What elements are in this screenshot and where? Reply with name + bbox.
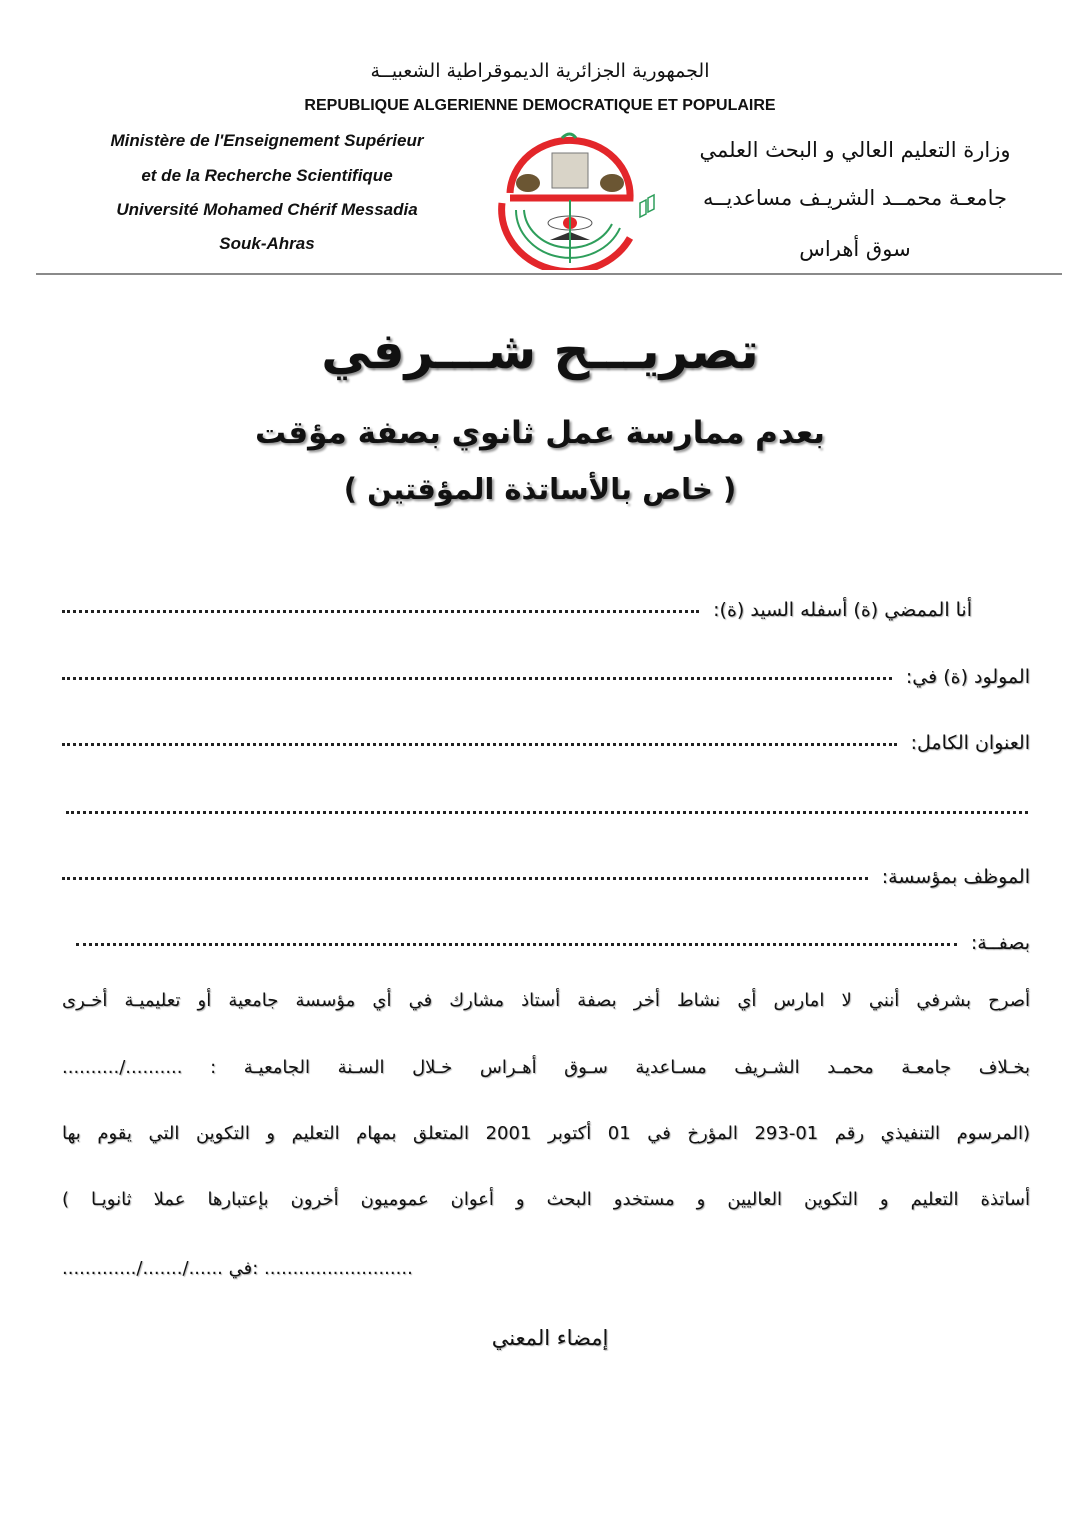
signature-label: إمضاء المعني [491, 1326, 609, 1350]
fr-university: Université Mohamed Chérif Messadia [116, 200, 418, 219]
field-name-label: أنا الممضي (ة) أسفله السيد (ة): [713, 599, 972, 621]
field-address-input[interactable] [62, 743, 897, 746]
field-birth-label: المولود (ة) في: [905, 666, 1030, 688]
field-address[interactable] [62, 718, 1030, 754]
header-fr-republic: REPUBLIQUE ALGERIENNE DEMOCRATIQUE ET POPULAIRE [304, 97, 776, 114]
document-title: تصريـــح شـــرفي [321, 322, 759, 380]
field-role[interactable] [76, 918, 1030, 954]
field-employer-input[interactable] [62, 877, 868, 880]
university-logo-graphic [480, 128, 660, 270]
fr-ministry-line2: et de la Recherche Scientifique [141, 166, 393, 185]
field-birth-input[interactable] [62, 677, 892, 680]
ar-ministry: وزارة التعليم العالي و البحث العلمي [699, 138, 1011, 162]
declaration-line-4: أساتذة التعليم و التكوين العاليين و مستخدو البحث و أعوان عموميون أخرون بإعتبارها عملا ثانويـا ) [62, 1189, 1030, 1210]
field-address-input-line2[interactable] [66, 811, 1028, 814]
ar-university: جامعـة محمــد الشريـف مساعديــه [702, 186, 1008, 210]
field-name[interactable] [62, 585, 972, 621]
university-logo [480, 128, 660, 270]
document-subtitle-note: ( خاص بالأساتذة المؤقتين ) [343, 472, 737, 506]
field-employer-label: الموظف بمؤسسة: [881, 866, 1030, 888]
fr-city: Souk-Ahras [219, 234, 315, 253]
declaration-line-3: (المرسوم التنفيذي رقم 01-293 المؤرخ في 01 أكتوبر 2001 المتعلق بمهام التعليم و التكوين التي يقوم بها [62, 1123, 1030, 1144]
place-date-field[interactable]: ............./......./...... في: .......................... [62, 1258, 413, 1279]
field-address-label: العنوان الكامل: [910, 732, 1030, 754]
document-subtitle: بعدم ممارسة عمل ثانوي بصفة مؤقت [255, 415, 825, 451]
fr-ministry-line1: Ministère de l'Enseignement Supérieur [110, 131, 424, 150]
ar-city: سوق أهراس [799, 237, 911, 261]
declaration-line-1: أصرح بشرفي أنني لا امارس أي نشاط أخر بصفة أستاذ مشارك في أي مؤسسة جامعية أو تعليميـة أخـرى [62, 990, 1030, 1011]
declaration-line-2: بخـلاف جامعـة محمـد الشـريف مسـاعدية سـوق أهـراس خـلال السـنة الجامعيـة : ........../.......... [62, 1057, 1030, 1078]
field-birth[interactable] [62, 652, 1030, 688]
field-role-label: بصفــة: [970, 932, 1030, 954]
field-employer[interactable] [62, 852, 1030, 888]
field-role-input[interactable] [76, 943, 957, 946]
header-ar-republic: الجمهورية الجزائرية الديموقراطية الشعبيــة [370, 60, 710, 82]
field-address-continued[interactable] [66, 786, 1028, 822]
field-name-input[interactable] [62, 610, 699, 613]
header-divider [36, 273, 1062, 275]
